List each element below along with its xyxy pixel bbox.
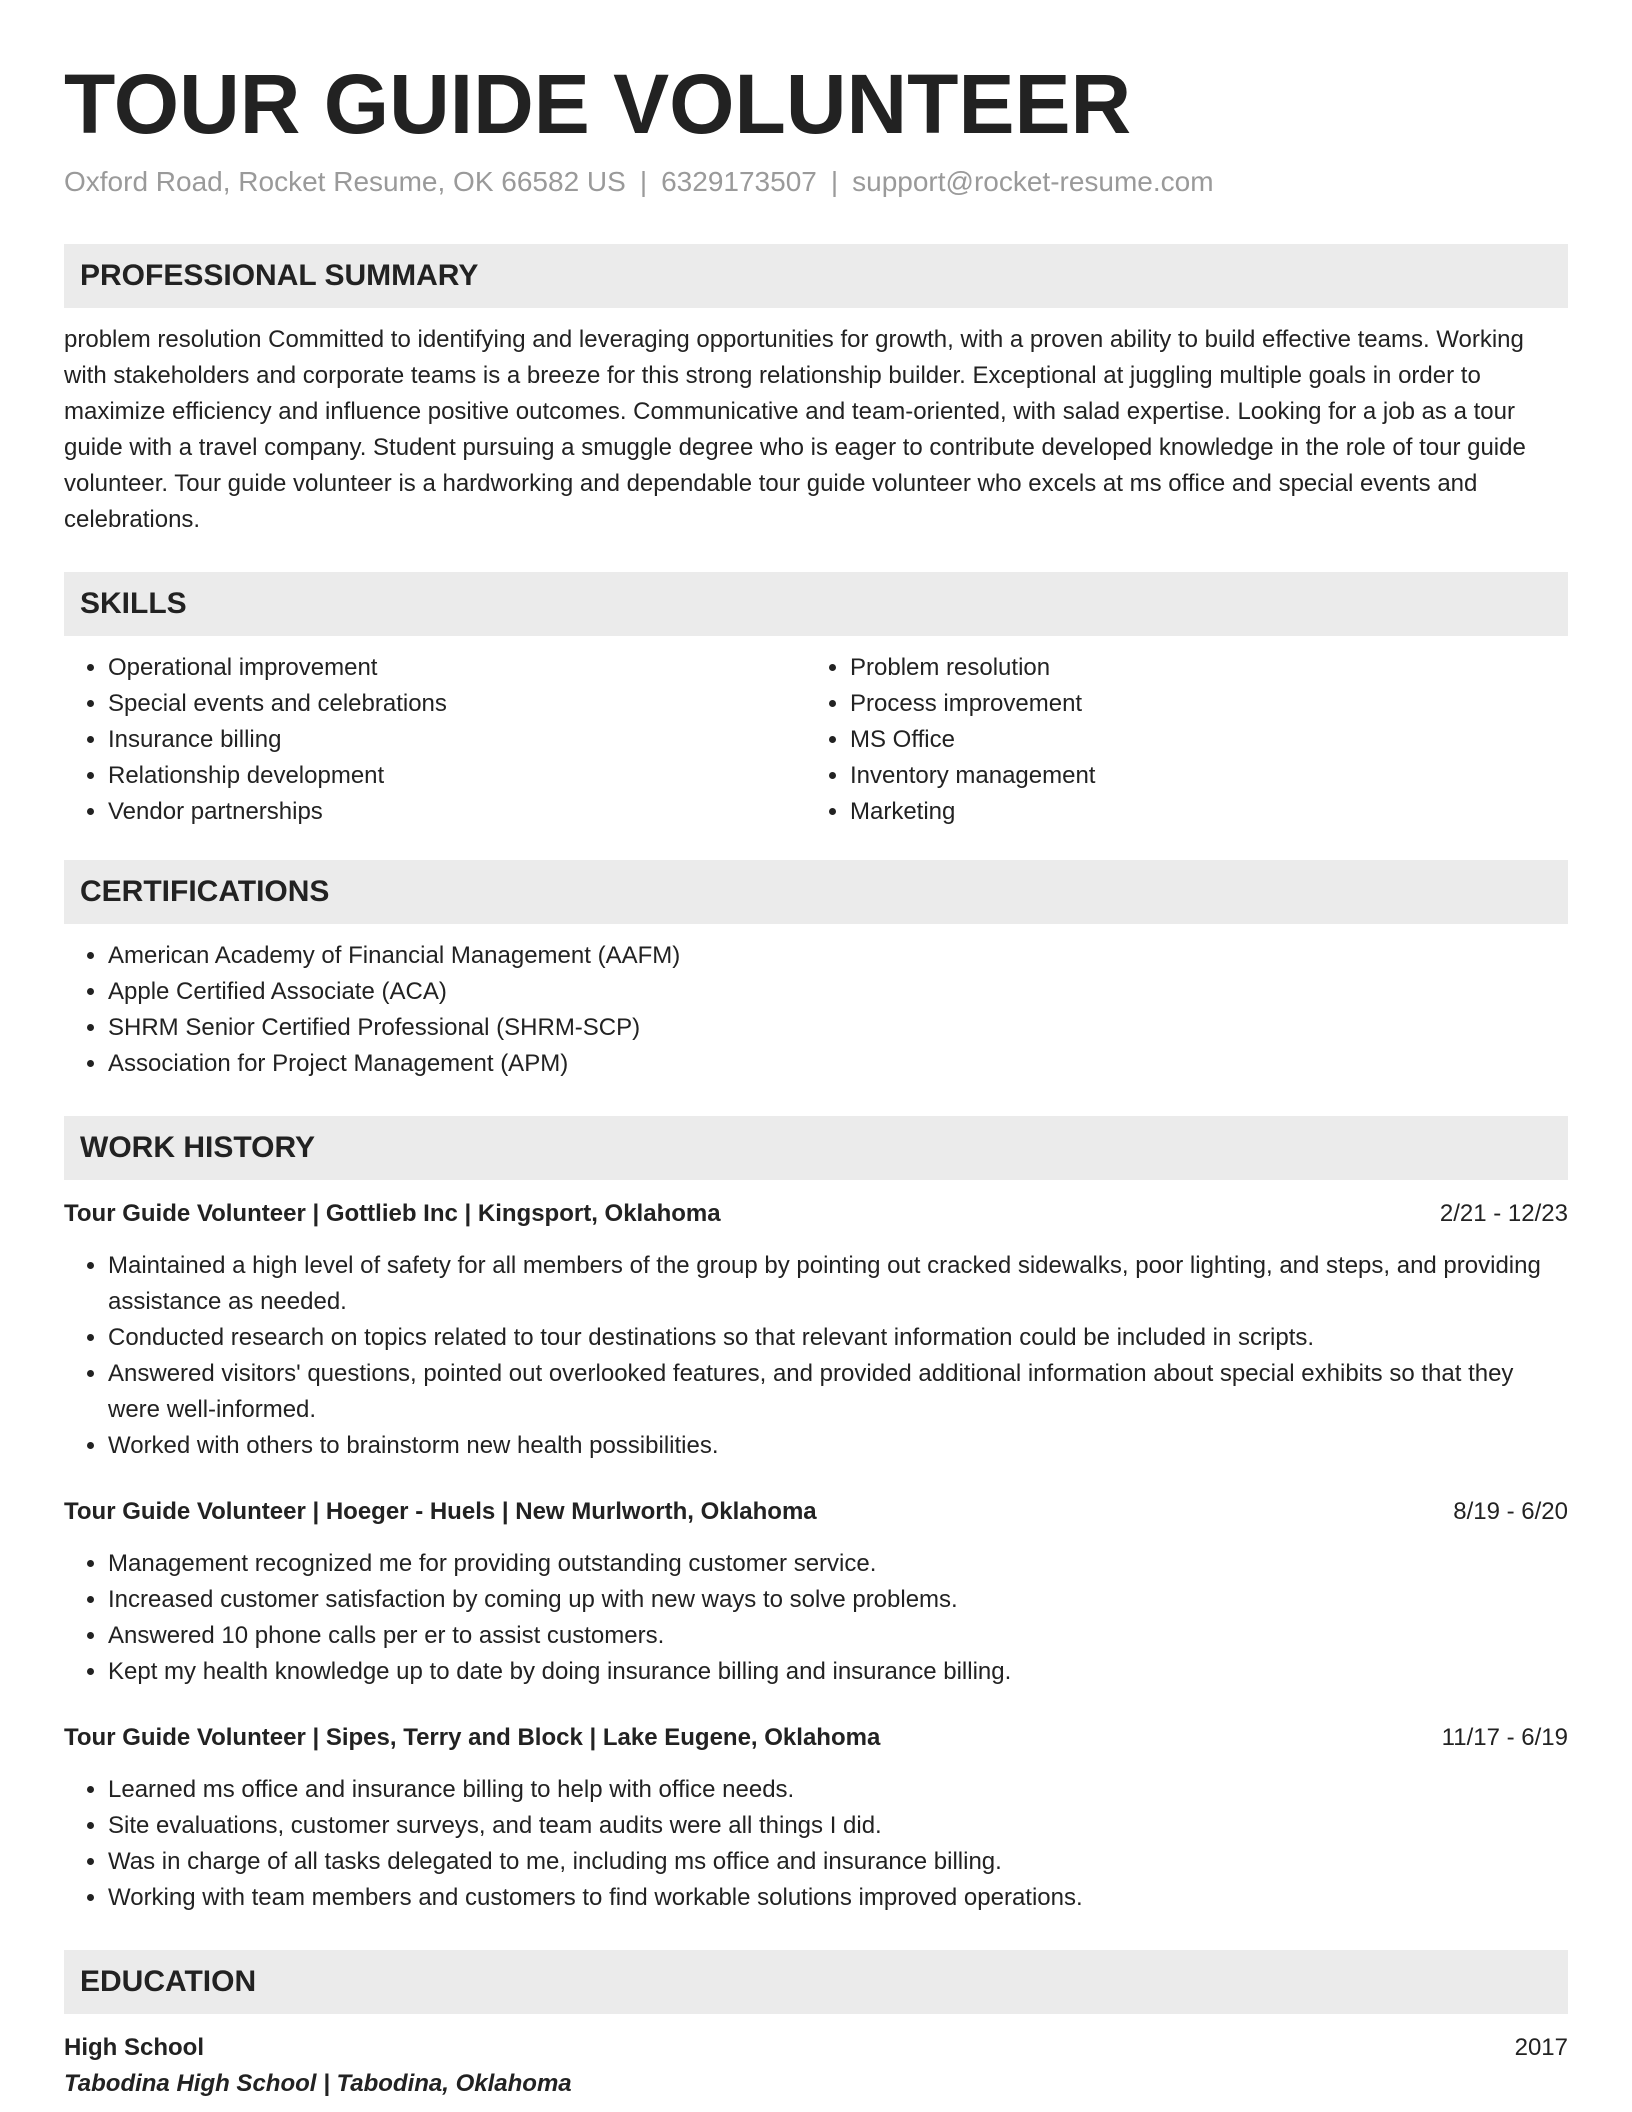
job-bullets bbox=[64, 1772, 1568, 1916]
job-dates: 2/21 - 12/23 bbox=[1439, 1200, 1568, 1227]
job-bullets bbox=[64, 1546, 1568, 1690]
job-header bbox=[64, 1494, 1568, 1530]
contact-separator: | bbox=[639, 166, 648, 197]
skill-item: • Special events and celebrations bbox=[108, 686, 806, 722]
education-year: 2017 bbox=[1514, 2034, 1568, 2061]
certification-item: • Association for Project Management (APM) bbox=[108, 1046, 1568, 1082]
job-bullet: • Worked with others to brainstorm new health possibilities. bbox=[108, 1428, 1568, 1464]
job-bullet: • Site evaluations, customer surveys, and team audits were all things I did. bbox=[108, 1808, 1568, 1844]
certification-item: • American Academy of Financial Management (AAFM) bbox=[108, 938, 1568, 974]
skill-item: • Relationship development bbox=[108, 758, 806, 794]
contact-address: Oxford Road, Rocket Resume, OK 66582 US bbox=[64, 166, 626, 197]
contact-phone: 6329173507 bbox=[661, 166, 817, 197]
section-heading-skills: SKILLS bbox=[64, 572, 1568, 636]
skill-item: • Marketing bbox=[850, 794, 1548, 830]
resume-name: TOUR GUIDE VOLUNTEER bbox=[64, 57, 1132, 151]
section-heading-summary: PROFESSIONAL SUMMARY bbox=[64, 244, 1568, 308]
skills-column-right bbox=[806, 650, 1548, 830]
certification-item: • SHRM Senior Certified Professional (SHRM-SCP) bbox=[108, 1010, 1568, 1046]
section-heading-work-history: WORK HISTORY bbox=[64, 1116, 1568, 1180]
resume-page bbox=[64, 0, 1568, 2102]
job-bullet: • Answered 10 phone calls per er to assist customers. bbox=[108, 1618, 1568, 1654]
section-heading-certifications: CERTIFICATIONS bbox=[64, 860, 1568, 924]
job-dates: 11/17 - 6/19 bbox=[1441, 1724, 1568, 1751]
summary-text: problem resolution Committed to identifying and leveraging opportunities for growth, with a proven ability to build effective teams. Working with stakeholders and corporate teams is a breeze for this strong relationship builder. Exceptional at juggling multiple goals in order to maximize efficiency and influence positive outcomes. Communicative and team-oriented, with salad expertise. Looking for a job as a tour guide with a travel company. Student pursuing a smuggle degree who is eager to contribute developed knowledge in the role of tour guide volunteer. Tour guide volunteer is a hardworking and dependable tour guide volunteer who excels at ms office and special events and celebrations. bbox=[64, 326, 1526, 533]
skill-item: • Insurance billing bbox=[108, 722, 806, 758]
job-header bbox=[64, 1720, 1568, 1756]
education-entry bbox=[64, 2030, 1568, 2102]
skill-item: • Problem resolution bbox=[850, 650, 1548, 686]
contact-line bbox=[64, 164, 1568, 200]
skills-column-left bbox=[64, 650, 806, 830]
certification-item: • Apple Certified Associate (ACA) bbox=[108, 974, 1568, 1010]
skill-item: • Vendor partnerships bbox=[108, 794, 806, 830]
job-bullet: • Answered visitors' questions, pointed out overlooked features, and provided additional information about special exhibits so that they were well-informed. bbox=[108, 1356, 1568, 1428]
skill-item: • Process improvement bbox=[850, 686, 1548, 722]
job-entry bbox=[64, 1494, 1568, 1690]
job-bullet: • Kept my health knowledge up to date by doing insurance billing and insurance billing. bbox=[108, 1654, 1568, 1690]
skill-item: • Operational improvement bbox=[108, 650, 806, 686]
job-bullet: • Management recognized me for providing outstanding customer service. bbox=[108, 1546, 1568, 1582]
contact-email: support@rocket-resume.com bbox=[852, 166, 1214, 197]
job-entry bbox=[64, 1196, 1568, 1464]
job-bullets bbox=[64, 1248, 1568, 1464]
job-title: Tour Guide Volunteer | Gottlieb Inc | Kingsport, Oklahoma bbox=[64, 1200, 721, 1227]
contact-separator: | bbox=[830, 166, 839, 197]
job-dates: 8/19 - 6/20 bbox=[1453, 1498, 1568, 1525]
skill-item: • MS Office bbox=[850, 722, 1548, 758]
job-bullet: • Was in charge of all tasks delegated to me, including ms office and insurance billing. bbox=[108, 1844, 1568, 1880]
job-header bbox=[64, 1196, 1568, 1232]
job-entry bbox=[64, 1720, 1568, 1916]
job-bullet: • Maintained a high level of safety for all members of the group by pointing out cracked sidewalks, poor lighting, and steps, and providing assistance as needed. bbox=[108, 1248, 1568, 1320]
job-title: Tour Guide Volunteer | Sipes, Terry and Block | Lake Eugene, Oklahoma bbox=[64, 1724, 881, 1751]
certifications-list bbox=[64, 938, 1568, 1082]
job-bullet: • Learned ms office and insurance billing to help with office needs. bbox=[108, 1772, 1568, 1808]
job-title: Tour Guide Volunteer | Hoeger - Huels | New Murlworth, Oklahoma bbox=[64, 1498, 817, 1525]
skills-list bbox=[64, 650, 1568, 830]
education-school: Tabodina High School | Tabodina, Oklahoma bbox=[64, 2070, 572, 2097]
job-bullet: • Working with team members and customers to find workable solutions improved operations. bbox=[108, 1880, 1568, 1916]
job-bullet: • Increased customer satisfaction by coming up with new ways to solve problems. bbox=[108, 1582, 1568, 1618]
job-bullet: • Conducted research on topics related to tour destinations so that relevant information could be included in scripts. bbox=[108, 1320, 1568, 1356]
education-degree: High School bbox=[64, 2034, 204, 2061]
section-heading-education: EDUCATION bbox=[64, 1950, 1568, 2014]
education-header bbox=[64, 2030, 1568, 2066]
skill-item: • Inventory management bbox=[850, 758, 1548, 794]
